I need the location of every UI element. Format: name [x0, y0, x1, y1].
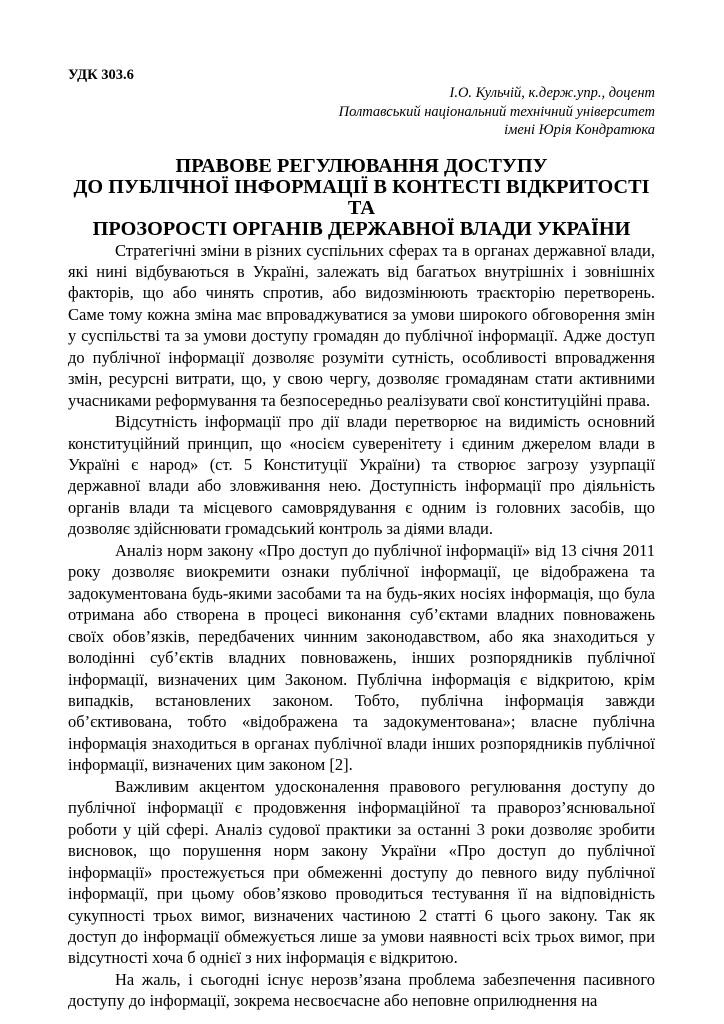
author-affiliation-line-2: імені Юрія Кондратюка — [504, 122, 655, 138]
document-page — [68, 66, 655, 1012]
author-block — [68, 84, 655, 140]
author-name-line: І.О. Кульчій, к.держ.упр., доцент — [449, 85, 655, 101]
article-title — [68, 156, 655, 240]
paragraph-2: Відсутність інформації про дії влади перетворює на видимість основний конституційний принцип, що «носієм суверенітету і єдиним джерелом влади в Україні є народ» (ст. 5 Конституції України) та створює загрозу узурпації державної влади або зловживання нею. Доступність інформації про діяльність органів влади та місцевого самоврядування є одним із головних засобів, що дозволяє здійснювати громадський контроль за діями влади. — [68, 412, 655, 539]
title-line: ДО ПУБЛІЧНОЇ ІНФОРМАЦІЇ В КОНТЕСТІ ВІДКРИТОСТІ ТА — [73, 175, 650, 219]
paragraph-4: Важливим акцентом удосконалення правового регулювання доступу до публічної інформації є продовження інформаційної та правороз’яснювальної роботи у цій сфері. Аналіз судової практики за останні 3 роки дозволяє зробити висновок, що порушення норм закону України «Про доступ до публічної інформації» простежується при обмеженні доступу до певного виду публічної інформації, при цьому обов’язково проводиться тестування її на відповідність сукупності трьох вимог, визначених частиною 2 статті 6 цього закону. Так як доступ до інформації обмежується лише за умови наявності всіх трьох вимог, при відсутності хоча б однієї з них інформація є відкритою. — [68, 776, 655, 968]
paragraph-3: Аналіз норм закону «Про доступ до публічної інформації» від 13 січня 2011 року дозволяє виокремити ознаки публічної інформації, це відображена та задокументована будь-якими засобами та на будь-яких носіях інформація, що була отримана або створена в процесі виконання суб’єктами владних повноважень своїх обов’язків, передбачених чинним законодавством, або яка знаходиться у володінні суб’єктів владних повноважень, інших розпорядників публічної інформації, визначених цим Законом. Публічна інформація є відкритою, крім випадків, встановлених законом. Тобто, публічна інформація завжди об’єктивована, тобто «відображена та задокументована»; власне публічна інформація знаходиться в органах публічної влади інших розпорядників публічної інформації, визначених цим законом [2]. — [68, 540, 655, 775]
title-line: ПРАВОВЕ РЕГУЛЮВАННЯ ДОСТУПУ — [175, 154, 548, 177]
author-affiliation-line: Полтавський національний технічний університет — [338, 103, 655, 120]
title-line: ПРОЗОРОСТІ ОРГАНІВ ДЕРЖАВНОЇ ВЛАДИ УКРАЇНИ — [92, 217, 631, 240]
paragraph-5: На жаль, і сьогодні існує нерозв’язана проблема забезпечення пасивного доступу до інформації, зокрема несвоєчасне або неповне оприлюднення на — [68, 969, 655, 1011]
udk-code: УДК 303.6 — [68, 67, 134, 83]
paragraph-1: Стратегічні зміни в різних суспільних сферах та в органах державної влади, які нині відбуваються в Україні, залежать від багатьох внутрішніх і зовнішніх факторів, що або чинять спротив, або видозмінюють траєкторію перетворень. Саме тому кожна зміна має впроваджуватися за умови широкого обговорення змін у суспільстві та за умови доступу громадян до публічної інформації. Адже доступ до публічної інформації дозволяє розуміти сутність, особливості впровадження змін, ресурсні витрати, що, у свою чергу, дозволяє громадянам стати активними учасниками реформування та безпосередньо реалізувати свої конституційні права. — [68, 240, 655, 410]
article-body — [68, 240, 655, 1012]
